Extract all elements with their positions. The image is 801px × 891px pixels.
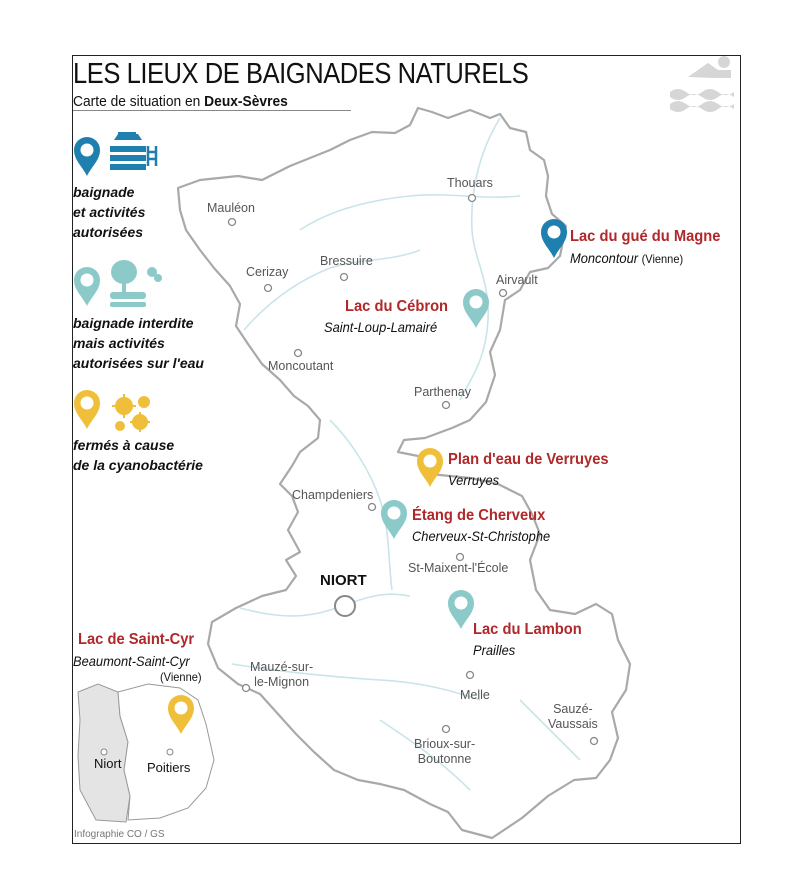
lake-name[interactable]: Lac de Saint-Cyr [78, 631, 195, 648]
lake-location: Saint-Loup-Lamairé [324, 319, 438, 335]
town-label: Moncoutant [268, 359, 334, 373]
town-label: Cerizay [246, 265, 289, 279]
lake-location-note: (Vienne) [160, 670, 202, 684]
swimmer-logo-icon [670, 56, 738, 112]
inset-map [78, 684, 214, 822]
town-label: Parthenay [414, 385, 471, 399]
town-label: Mauzé-sur- le-Mignon [250, 660, 314, 689]
legend-label-closed: fermés à cause de la cyanobactérie [73, 437, 203, 473]
legend-pin-blue-icon [74, 137, 100, 176]
lake-name[interactable]: Lac du gué du Magne [570, 228, 721, 245]
inset-label-niort: Niort [94, 756, 122, 771]
town-label: Champdeniers [292, 488, 374, 502]
subtitle-prefix: Carte de situation en [73, 93, 205, 110]
inset-vienne [118, 684, 214, 820]
map-title: LES LIEUX DE BAIGNADES NATURELS [73, 58, 529, 90]
town-label: Bressuire [320, 254, 373, 268]
inset-label-poitiers: Poitiers [147, 760, 191, 775]
town-label: Mauléon [207, 201, 255, 215]
legend-pin-yellow-icon [74, 390, 100, 429]
legend-label-allowed: baignade et activités autorisées [73, 184, 146, 240]
lake-location-name: Moncontour [570, 250, 639, 266]
legend-cyanobacteria-icon [112, 394, 150, 432]
lake-name[interactable]: Plan d'eau de Verruyes [448, 451, 609, 468]
credit: Infographie CO / GS [74, 829, 165, 840]
capital-label: NIORT [320, 572, 367, 589]
town-label: Brioux-sur- Boutonne [414, 737, 476, 766]
town-label: Thouars [447, 176, 493, 190]
lake-location [570, 250, 683, 266]
lake-location: Verruyes [448, 472, 500, 488]
subtitle-region: Deux-Sèvres [204, 93, 288, 110]
lake-name[interactable]: Lac du Lambon [473, 621, 582, 638]
lake-location: Beaumont-Saint-Cyr [73, 653, 190, 669]
legend-pin-teal-icon [74, 267, 100, 306]
lake-location: Cherveux-St-Christophe [412, 528, 551, 544]
lake-location-note: (Vienne) [641, 252, 684, 266]
legend-swimming-pool-icon [110, 132, 156, 170]
town-label: St-Maixent-l'École [408, 561, 509, 575]
lake-location: Prailles [473, 642, 516, 658]
town-label: Sauzé- Vaussais [548, 702, 598, 731]
town-label: Airvault [496, 273, 538, 287]
town-label: Melle [460, 688, 490, 702]
lake-name[interactable]: Lac du Cébron [345, 298, 449, 315]
lake-name[interactable]: Étang de Cherveux [412, 507, 546, 524]
legend-label-forbidden: baignade interdite mais activités autorisées sur l'eau [73, 315, 204, 371]
legend-tree-water-icon [110, 260, 162, 307]
niort-marker [335, 596, 355, 616]
